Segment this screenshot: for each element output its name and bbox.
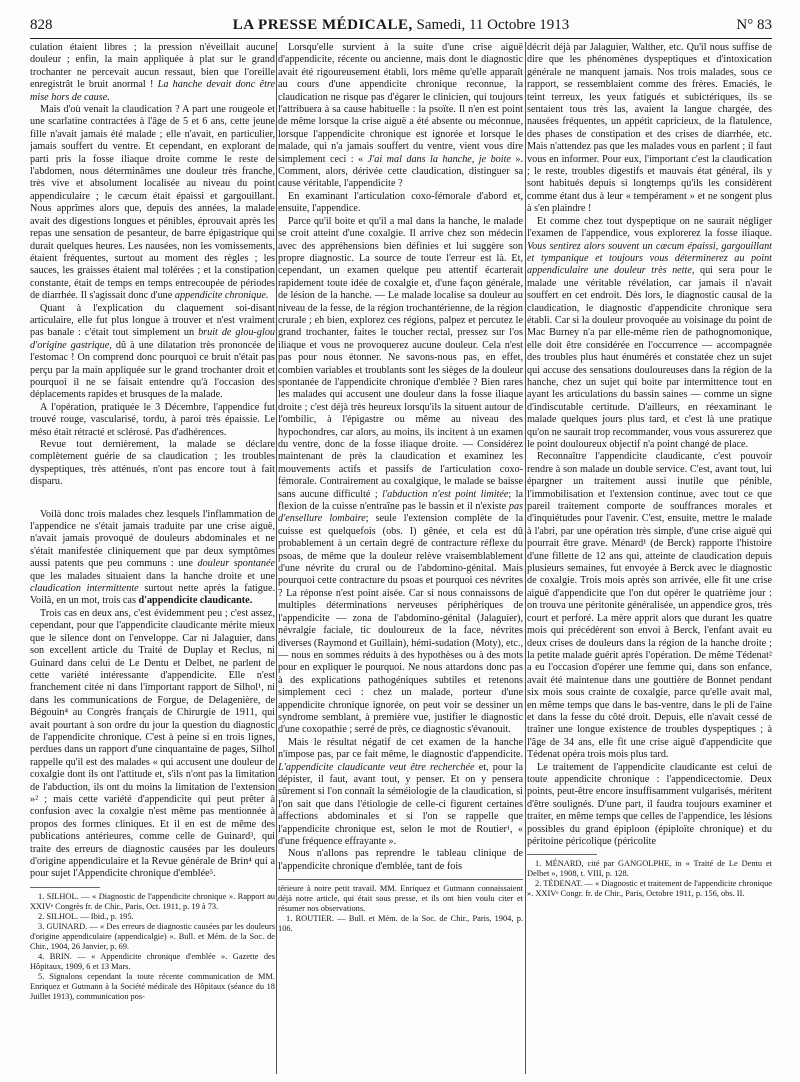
footnote: 4. BRIN. — « Appendicite chronique d'emblée ». Gazette des Hôpitaux, 1909, 6 et 13 Mars. <box>30 951 275 971</box>
footnotes <box>278 884 523 934</box>
header-rule <box>30 38 772 39</box>
footnote-rule <box>278 879 523 880</box>
paragraph: Nous n'allons pas reprendre le tableau clinique de l'appendicite chronique d'emblée, tant de fois <box>278 848 523 872</box>
issue-number: N° 83 <box>736 17 772 33</box>
footnotes <box>527 859 772 899</box>
paragraph: Et comme chez tout dyspeptique on ne saurait négliger l'examen de l'appendice, vous explorerez la fosse iliaque. Vous sentirez alors souvent un cæcum épaissi, gargouillant et tympanique et toujours vous déterminerez au point appendiculaire une douleur très nette, qui sera pour le malade une véritable révélation, car jamais il n'avait souffert en cet endroit. Dès lors, le diagnostic causal de la claudication, le diagnostic d'appendicite chronique sera établi. Car si la douleur provoquée au voisinage du point de Mac Burney n'a par elle-même rien de pathognomonique, elle doit être considérée en l'occurrence — accompagnée des troubles plus haut énumérés et constatée chez un sujet qui accuse des sensations douloureuses dans la région de la hanche, chez un sujet qui boite par intermittence tout en ayant les articulations du bassin saines — comme un signe d'indiscutable certitude. D'ailleurs, en réexaminant le malade quelques jours plus tard, et c'est là une pratique qu'on ne saurait trop recommander, vous vous assurerez que le point douloureux objectif n'a point changé de place. <box>527 215 772 450</box>
paragraph: Le traitement de l'appendicite claudicante est celui de toute appendicite chronique : l'appendicectomie. Deux points, peut-être encore insuffisamment vulgarisés, méritent d'être soulignés. D'une part, il faudra toujours examiner et traiter, en même temps que celles de l'appendice, les lésions possibles du grand épiploon (épiploïte chronique) et du péritoine péricolique (péricolite <box>527 761 772 847</box>
footnote-rule <box>527 854 597 855</box>
footnote: 1. MÉNARD, cité par GANGOLPHE, in « Traité de Le Dentu et Delbet », 1908, t. VIII, p. 128. <box>527 859 772 879</box>
footnote: 3. GUINARD. — « Des erreurs de diagnostic causées par les douleurs d'origine appendiculaire (appendicalgie) ». Bull. et Mém. de la Soc. de Chir., 1904, 26 Janvier, p. 69. <box>30 921 275 951</box>
journal-title: LA PRESSE MÉDICALE, <box>232 17 413 33</box>
paragraph: Mais d'où venait la claudication ? A part une rougeole et une scarlatine contractées à l'âge de 5 et 6 ans, cette jeune fille n'avait jamais été malade ; elle n'avait, en particulier, jamais souffert du ventre. Et cependant, en explorant de parti pris la fosse iliaque droite comme le reste de l'abdomen, nous déterminâmes une douleur très franche, très vive et absolument localisée au niveau du point appendiculaire ; le cæcum était épaissi et gargouillant. Nous apprîmes alors que, depuis des années, la malade avait des digestions longues et pénibles, éprouvait après les repas une sensation de pesanteur, de barre épigastrique qui durait quelques heures. Les nausées, non les vomissements, étaient fréquentes, surtout au moment des règles ; les sauces, les graisses étaient mal tolérées ; et la constipation constante, était de temps en temps entrecoupée de périodes de diarrhée. Il s'agissait donc d'une appendicite chronique. <box>30 104 275 302</box>
page-header <box>30 14 772 36</box>
footnote: 2. SILHOL. — Ibid., p. 195. <box>38 911 134 921</box>
column-right <box>527 42 772 1072</box>
footnote: 2. TÉDENAT. — « Diagnostic et traitement de l'appendicite chronique ». XXIVᵉ Congr. fr. de Chir., Paris, Octobre 1911, p. 156, obs. II. <box>527 879 772 899</box>
column-divider <box>276 42 277 1074</box>
footnotes <box>30 892 275 1002</box>
paragraph: Lorsqu'elle survient à la suite d'une crise aiguë d'appendicite, récente ou ancienne, mais dont le diagnostic avait été rigoureusement établi, lors même qu'elle apparaît au cours d'une appendicite chronique reconnue, la claudication ne risque pas d'égarer le clinicien, qui toujours l'attribuera à sa cause habituelle : la psoïte. Il n'en est point de même lorsque la crise aiguë a été absente ou méconnue, lorsque l'appendicite chronique est ignorée et lorsque le malade, qui n'a jamais souffert du ventre, vient vous dire simplement ceci : « J'ai mal dans la hanche, je boite ». Comment, alors, dérivée cette claudication, distinguer sa cause véritable, l'appendicite ? <box>278 42 523 190</box>
footnote: 1. SILHOL. — « Diagnostic de l'appendicite chronique ». Rapport au XXIVᵉ Congrès fr. de Chir., Paris, Oct. 1911, p. 19 à 73. <box>30 891 275 911</box>
paragraph: Reconnaître l'appendicite claudicante, c'est pouvoir rendre à son malade un double service. C'est, avant tout, lui épargner un traitement aussi inutile que pénible, l'immobilisation et l'extension continue, avec tout ce que pareil traitement comporte de souffrances morales et d'inquiétudes pour l'avenir. C'est, ensuite, mettre le malade à l'abri, par une opération très simple, d'une crise aiguë qui pourrait être grave. Ménard¹ (de Berck) rapporte l'histoire d'une fillette de 12 ans qui, atteinte de claudication depuis plusieurs semaines, fut envoyée à Berck avec le diagnostic de coxalgie. Trois mois après son arrivée, elle fit une crise aiguë d'appendicite que l'on dut opérer le quatrième jour : on trouva une péritonite généralisée, un appendice gros, très court et perforé. La mère apprit alors que durant les quatre mois qui précédèrent son envoi à Berck, l'enfant avait eu deux crises de douleurs dans la région de la hanche droite ; la petite malade guérit après l'opération. De même Tédenat² a eu l'occasion d'opérer une femme qui, dans son enfance, avait été maintenue dans une gouttière de Bonnet pendant six mois sous crainte de coxalgie, parce qu'elle avait mal, en même temps que dans le bas-ventre, dans le pli de l'aine et dans la fesse du côté droit. Depuis, elle n'avait cessé de traîner une longue existence de troubles dyspeptiques ; à l'âge de 34 ans, elle fit une crise aiguë d'appendicite que Tédenat opéra trois mois plus tard. <box>527 451 772 761</box>
paragraph: Mais le résultat négatif de cet examen de la hanche n'impose pas, par ce fait même, le diagnostic d'appendicite. L'appendicite claudicante veut être recherchée et, pour la dépister, il faut, avant tout, y penser. Et on y pensera sûrement si l'on connaît la séméiologie de la claudication, si l'on sait que dans l'étiologie de celle-ci figurent certaines affections abdominales et si l'on se rappelle que l'appendicite chronique est, selon le mot de Routier¹, « d'une fréquence effrayante ». <box>278 736 523 847</box>
issue-date: Samedi, 11 Octobre 1913 <box>416 17 570 33</box>
footnote-rule <box>30 887 100 888</box>
paragraph: Quant à l'explication du claquement soi-disant articulaire, elle fut plus longue à trouver et n'est vraiment pas banale : c'était tout simplement un bruit de glou-glou d'origine gastrique, dû à une dilatation très prononcée de l'estomac ! On comprend donc pourquoi ce bruit n'était pas perçu par la main appliquée sur le grand trochanter droit et pourquoi il ne se faisait entendre qu'à l'occasion des déplacements rapides et brusques de la malade. <box>30 302 275 401</box>
paragraph: Trois cas en deux ans, c'est évidemment peu ; c'est assez, cependant, pour que l'appendicite claudicante mérite mieux que le silence dont on l'enveloppe. Car ni Jalaguier, dans son excellent article du Traité de Duplay et Reclus, ni Guinard dans celui de Le Dentu et Delbet, ne parlent de cette variété intéressante d'appendicite. Elle n'est franchement citée ni dans l'important rapport de Silhol¹, ni dans les communications de Forgue, de Delagenière, de Bégouin⁴ au Congrès français de Chirurgie de 1911, qui avait pourtant à son ordre du jour la question du diagnostic de l'appendicite chronique. C'est à peine si en trois lignes, perdues dans un rapport d'une cinquantaine de pages, Silhol rappelle qu'il est des malades « qui accusent une douleur de coxalgie dont ils ont l'attitude et, s'ils n'ont pas la limitation de l'abduction, ils ont du moins la limitation de l'extension »² ; mais cette variété d'appendicite qui peut prêter à confusion avec la coxalgie n'est même pas mentionnée à propos des formes cliniques. Et il en est de même des publications antérieures, comme celle de Guinard³, qui traite des erreurs de diagnostic causées par les douleurs d'origine appendiculaire et la Revue générale de Brin⁴ qui a pour sujet l'Appendicite chronique d'emblée⁵. <box>30 607 275 880</box>
column-middle <box>278 42 523 1072</box>
paragraph: Parce qu'il boite et qu'il a mal dans la hanche, le malade se croit atteint d'une coxalgie. Il arrive chez son médecin avec des appréhensions bien définies et lui suggère son propre diagnostic. La source de toute l'erreur est là. Et, cependant, un examen quelque peu attentif écarterait rapidement toute idée de coxalgie et, d'une façon générale, de lésion de la hanche. — Le malade localise sa douleur au niveau de la fesse, de la région trochantérienne, de la région crurale ; eh bien, explorez ces régions, palpez et percutez le grand trochanter, faites le toucher rectal, pressez sur l'os iliaque et vous ne provoquerez aucune douleur. Cela n'est pas pour nous étonner. Ne savons-nous pas, en effet, combien variables et troublants sont les sièges de la douleur spontanée de l'appendicite chronique d'emblée ? Bien rares les malades qui accusent une douleur dans la fosse iliaque droite ; c'est déjà très heureux lorsqu'ils la situent autour de l'ombilic, à l'épigastre ou même au niveau des hypochondres, car alors, au moins, ils incitent à un examen du ventre, donc de la fosse iliaque droite. — Considérez maintenant de près la claudication et examinez les mouvements actifs et passifs de l'articulation coxo-fémorale. Contrairement au coxalgique, le malade se baisse sans aucune difficulté ; l'abduction n'est point limitée; la flexion de la cuisse n'entraîne pas le bassin et il n'existe pas d'ensellure lombaire; seule l'extension complète de la cuisse est quelquefois (obs. I) gênée, et cela est dû probablement à un certain degré de contracture réflexe du psoas, de même que la douleur relève vraisemblablement d'une névrite du crural ou de l'abdomino-génital. Mais pourquoi cette contracture du psoas et pourquoi ces névrites ? La réponse n'est point aisée. Car si nous connaissons de multiples déterminations nerveuses périphériques de l'appendicite — zona de l'abdomino-génital (Jalaguier), névralgie faciale, tic douloureux de la face, névrites diverses (Raymond et Guillain), hémi-sudation (Moty), etc., — nous en sommes réduits à des hypothèses ou à des mots pour en expliquer le pourquoi. Ne nous attardons donc pas à des explications pathogéniques subtiles et retenons simplement ceci : chez un malade, porteur d'une appendicite chronique ignorée, on peut voir se dessiner un syndrome semblant, à première vue, justifier le diagnostic d'une coxopathie ; serré de près, ce diagnostic s'évanouit. <box>278 215 523 736</box>
footnote: 1. ROUTIER. — Bull. et Mém. de la Soc. de Chir., Paris, 1904, p. 106. <box>278 914 523 934</box>
column-left <box>30 42 275 1072</box>
footnote: térieure à notre petit travail. MM. Enriquez et Gutmann connaissaient déjà notre article, qui était sous presse, et ils ont bien voulu citer et résumer nos observations. <box>278 884 523 914</box>
paragraph: Revue tout dernièrement, la malade se déclare complètement guérie de sa claudication ; les troubles dyspeptiques, très atténués, n'ont pas encore tout à fait disparu. <box>30 439 275 488</box>
paragraph: décrit déjà par Jalaguier, Walther, etc. Qu'il nous suffise de dire que les phénomènes dyspeptiques et d'intoxication générale ne manquent jamais. Nos trois malades, sous ce rapport, se ressemblaient comme des frères. Emaciés, le teint terreux, les yeux fatigués et subictériques, ils se sentaient tous très las, avaient la langue chargée, des nausées fréquentes, un appétit capricieux, de la flatulence, des phases de constipation et des crises de diarrhée, etc. Mais n'attendez pas que les malades vous en parlent ; il faut vous en informer. Pour eux, l'important c'est la claudication ; le reste, troubles digestifs et mauvais état général, ils y sont habitués depuis si longtemps qu'ils les considèrent comme étant dus à leur « tempérament » et ne songent plus à s'en plaindre ! <box>527 42 772 215</box>
running-title <box>30 14 772 36</box>
footnote: 5. Signalons cependant la toute récente communication de MM. Enriquez et Gutmann à la Société médicale des Hôpitaux (séance du 18 Juillet 1913), communication pos- <box>30 971 275 1001</box>
paragraph: A l'opération, pratiquée le 3 Décembre, l'appendice fut trouvé rouge, vascularisé, tordu, à paroi très épaissie. Le méso était rétracté et sclérosé. Pas d'adhérences. <box>30 401 275 438</box>
paragraph: En examinant l'articulation coxo-fémorale d'abord et, ensuite, l'appendice. <box>278 190 523 215</box>
page-number: 828 <box>30 17 53 33</box>
paragraph: culation étaient libres ; la pression n'éveillait aucune douleur ; enfin, la main appliquée à plat sur le grand trochanter ne percevait aucun ressaut, bien que l'oreille enregistrât le bruit anormal ! La hanche devait donc être mise hors de cause. <box>30 42 275 103</box>
column-divider <box>525 42 526 1074</box>
paragraph: Voilà donc trois malades chez lesquels l'inflammation de l'appendice ne s'était jamais traduite par une crise aiguë, n'avait jamais provoqué de douleurs abdominales et ne s'était manifestée cliniquement que par deux symptômes aussi patents que peu communs : une douleur spontanée que les malades situaient dans la hanche droite et une claudication intermittente surtout nette après la fatigue. Voilà, en un mot, trois cas d'appendicite claudicante. <box>30 508 275 607</box>
